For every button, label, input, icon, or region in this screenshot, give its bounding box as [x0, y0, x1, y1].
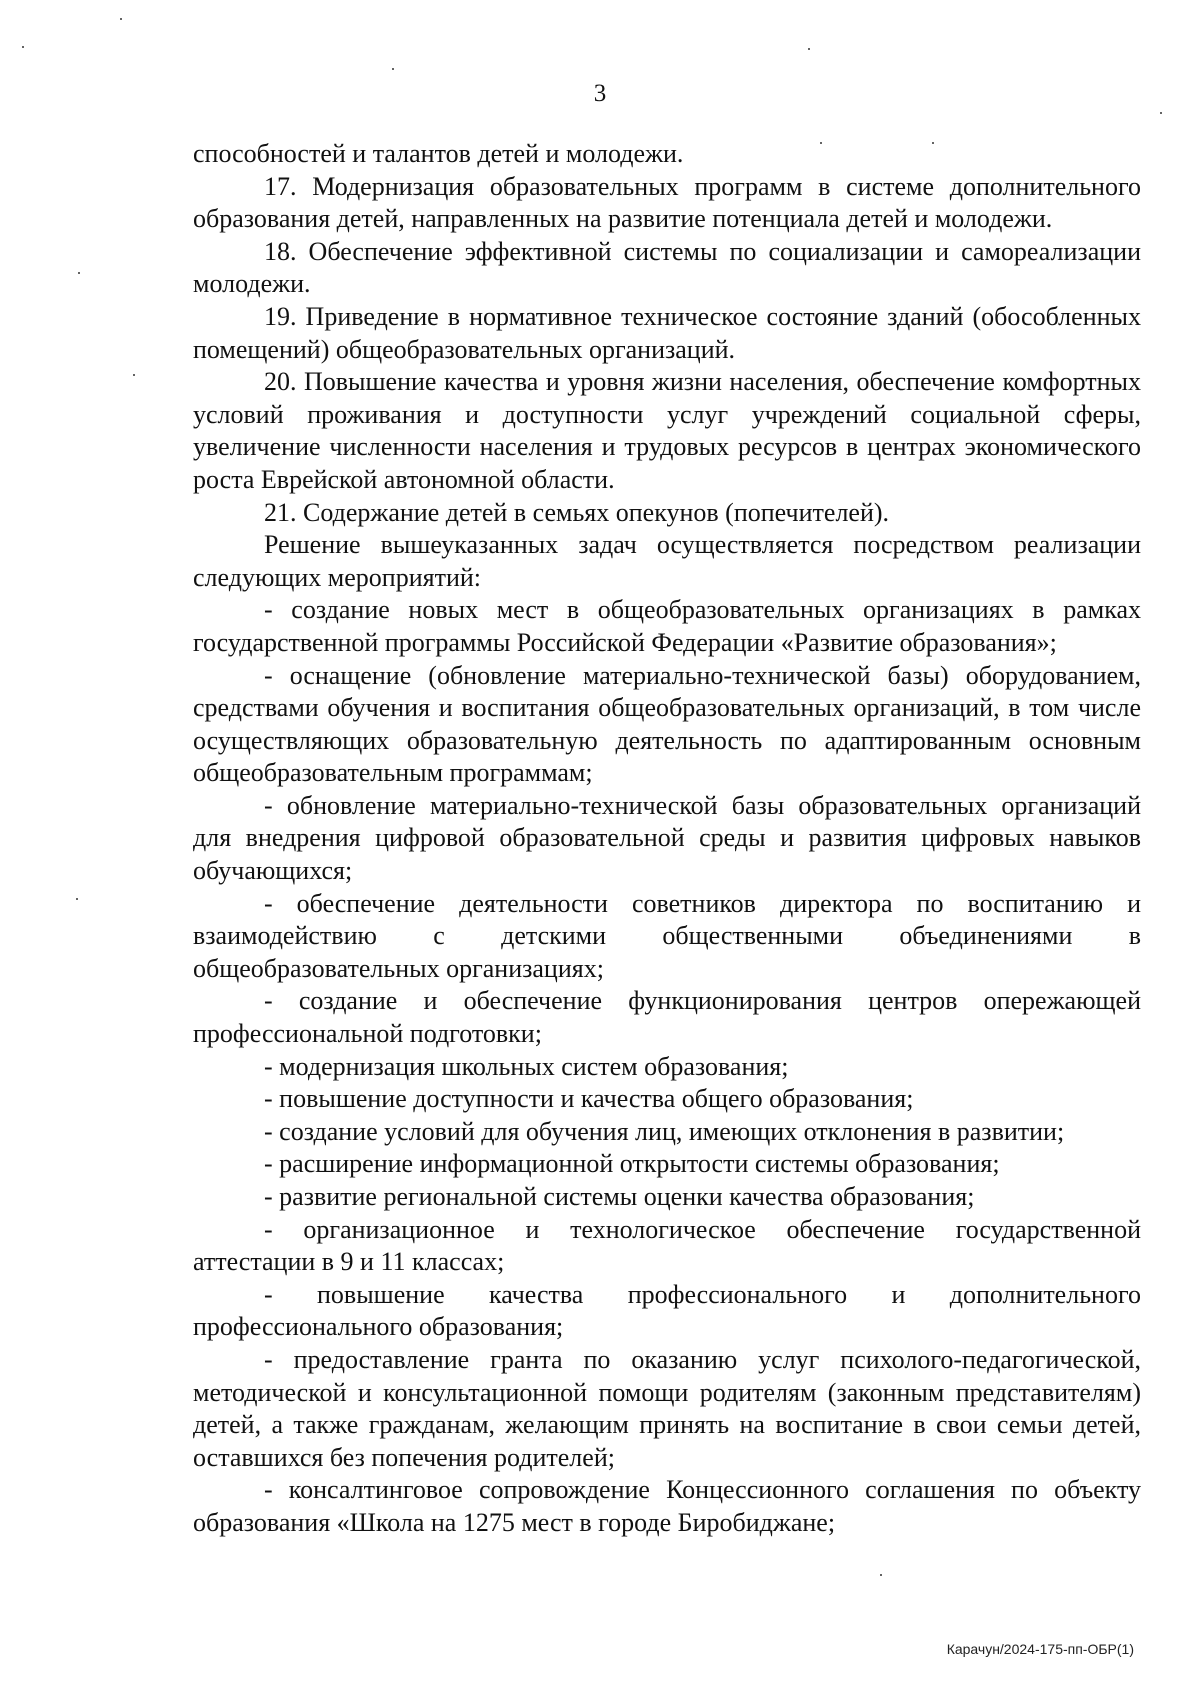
scan-speck: [120, 18, 122, 20]
scan-speck: [78, 272, 80, 274]
list-item: - оснащение (обновление материально-технической базы) оборудованием, средствами обучения и воспитания общеобразовательных организаций, в том числе осуществляющих образовательную деятельность по адаптированным основным общеобразовательным программам;: [193, 660, 1141, 788]
paragraph-item-18: 18. Обеспечение эффективной системы по социализации и самореализации молодежи.: [193, 236, 1141, 299]
list-item: - обеспечение деятельности советников директора по воспитанию и взаимодействию с детскими общественными объединениями в общеобразовательных организациях;: [193, 888, 1141, 983]
list-item: - создание условий для обучения лиц, имеющих отклонения в развитии;: [264, 1116, 1065, 1146]
scan-speck: [932, 142, 934, 144]
paragraph-item-21: 21. Содержание детей в семьях опекунов (попечителей).: [264, 497, 890, 527]
scan-speck: [1160, 112, 1162, 114]
list-item: - повышение доступности и качества общего образования;: [264, 1084, 914, 1114]
scan-speck: [76, 898, 78, 900]
list-item: - расширение информационной открытости системы образования;: [264, 1149, 1000, 1179]
list-item: - предоставление гранта по оказанию услуг психолого-педагогической, методической и консультационной помощи родителям (законным представителям) детей, а также гражданам, желающим принять на воспитание в свои семьи детей, оставшихся без попечения родителей;: [193, 1344, 1141, 1472]
paragraph-item-20: 20. Повышение качества и уровня жизни населения, обеспечение комфортных условий проживания и доступности услуг учреждений социальной сферы, увеличение численности населения и трудовых ресурсов в центрах экономического роста Еврейской автономной области.: [193, 367, 1141, 494]
document-body: [193, 138, 1141, 1540]
list-item: - повышение качества профессионального и дополнительного профессионального образования;: [193, 1279, 1141, 1342]
page-number: 3: [593, 80, 607, 107]
scan-speck: [880, 1574, 882, 1576]
list-item: - создание новых мест в общеобразовательных организациях в рамках государственной программы Российской Федерации «Развитие образования»;: [193, 595, 1141, 657]
paragraph-item-19: 19. Приведение в нормативное техническое состояние зданий (обособленных помещений) общеобразовательных организаций.: [193, 301, 1141, 364]
paragraph-intro-measures: Решение вышеуказанных задач осуществляется посредством реализации следующих мероприятий:: [193, 530, 1141, 592]
list-item: - модернизация школьных систем образования;: [264, 1051, 789, 1081]
list-item: - развитие региональной системы оценки качества образования;: [264, 1182, 975, 1211]
list-item: - организационное и технологическое обеспечение государственной аттестации в 9 и 11 классах;: [193, 1214, 1141, 1277]
scan-speck: [133, 374, 135, 376]
paragraph-continuation: способностей и талантов детей и молодежи.: [193, 139, 684, 168]
scan-speck: [820, 142, 822, 144]
paragraph-item-17: 17. Модернизация образовательных программ в системе дополнительного образования детей, направленных на развитие потенциала детей и молодежи.: [193, 171, 1141, 234]
list-item: - создание и обеспечение функционирования центров опережающей профессиональной подготовки;: [193, 986, 1141, 1049]
scan-speck: [808, 48, 810, 50]
list-item: - обновление материально-технической базы образовательных организаций для внедрения цифровой образовательной среды и развития цифровых навыков обучающихся;: [193, 790, 1141, 886]
scan-speck: [22, 46, 24, 48]
list-item: - консалтинговое сопровождение Концессионного соглашения по объекту образования «Школа на 1275 мест в городе Биробиджане;: [193, 1475, 1141, 1537]
footer-document-id: Карачун/2024-175-пп-ОБР(1): [946, 1641, 1134, 1657]
scan-speck: [392, 68, 394, 70]
